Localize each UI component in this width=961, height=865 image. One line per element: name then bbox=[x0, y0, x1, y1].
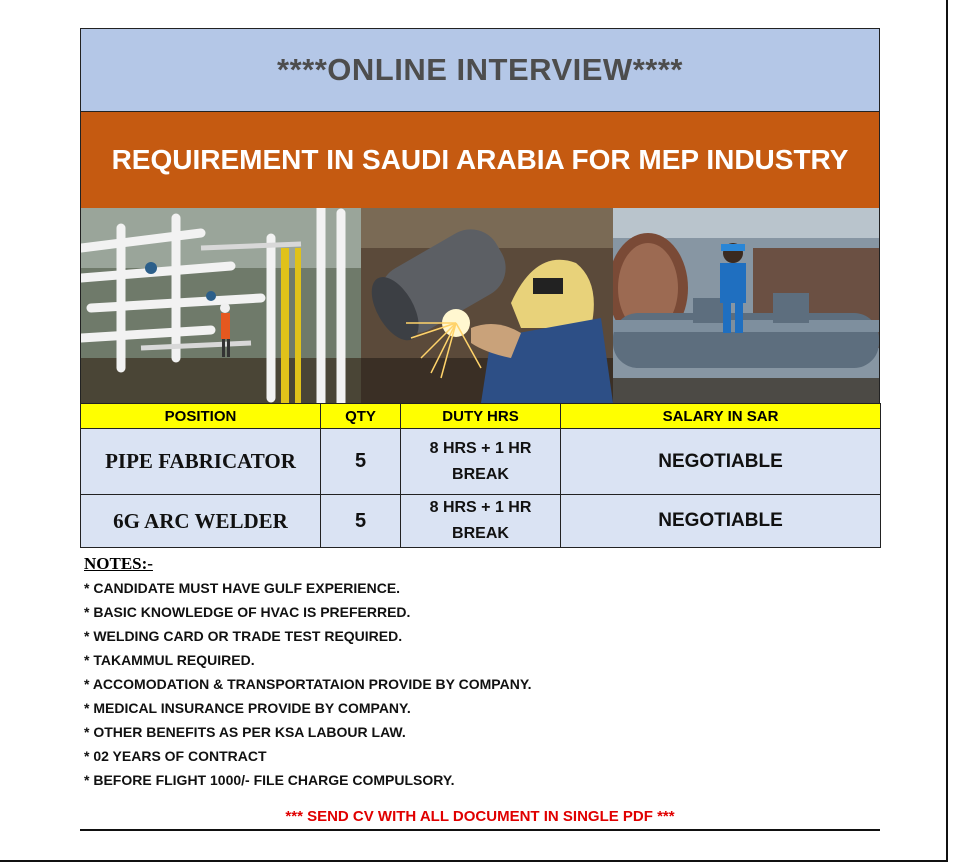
interview-banner bbox=[80, 28, 880, 112]
photo-strip bbox=[80, 208, 880, 403]
table-row bbox=[81, 495, 881, 548]
footer-text: *** SEND CV WITH ALL DOCUMENT IN SINGLE PDF *** bbox=[285, 808, 675, 825]
header-position: POSITION bbox=[81, 404, 321, 429]
note-item: * TAKAMMUL REQUIRED. bbox=[84, 652, 255, 668]
header-qty: QTY bbox=[321, 404, 401, 429]
salary-cell: NEGOTIABLE bbox=[561, 429, 881, 495]
note-item: * 02 YEARS OF CONTRACT bbox=[84, 748, 267, 764]
welder-photo bbox=[361, 208, 613, 403]
send-cv-footer bbox=[80, 808, 880, 831]
note-item: * OTHER BENEFITS AS PER KSA LABOUR LAW. bbox=[84, 724, 406, 740]
note-item: * MEDICAL INSURANCE PROVIDE BY COMPANY. bbox=[84, 700, 411, 716]
notes-section bbox=[80, 554, 880, 792]
interview-title: ****ONLINE INTERVIEW**** bbox=[277, 52, 683, 87]
duty-cell bbox=[401, 429, 561, 495]
requirement-banner bbox=[80, 112, 880, 208]
jobs-table bbox=[80, 403, 881, 548]
header-salary: SALARY IN SAR bbox=[561, 404, 881, 429]
pipe-plant-photo bbox=[81, 208, 361, 403]
table-header-row bbox=[81, 404, 881, 429]
pipe-worker-photo bbox=[613, 208, 879, 403]
salary-cell: NEGOTIABLE bbox=[561, 495, 881, 548]
notes-title: NOTES:- bbox=[84, 554, 153, 573]
table-row bbox=[81, 429, 881, 495]
position-cell: PIPE FABRICATOR bbox=[81, 429, 321, 495]
position-cell: 6G ARC WELDER bbox=[81, 495, 321, 548]
note-item: * ACCOMODATION & TRANSPORTATAION PROVIDE BY COMPANY. bbox=[84, 676, 532, 692]
note-item: * BEFORE FLIGHT 1000/- FILE CHARGE COMPULSORY. bbox=[84, 772, 455, 788]
duty-line: BREAK bbox=[452, 525, 509, 542]
note-item: * CANDIDATE MUST HAVE GULF EXPERIENCE. bbox=[84, 580, 401, 596]
requirement-text: REQUIREMENT IN SAUDI ARABIA FOR MEP INDUSTRY bbox=[111, 144, 849, 175]
duty-cell bbox=[401, 495, 561, 548]
duty-line: 8 HRS + 1 HR bbox=[429, 499, 532, 516]
note-item: * BASIC KNOWLEDGE OF HVAC IS PREFERRED. bbox=[84, 604, 411, 620]
duty-line: BREAK bbox=[452, 465, 509, 483]
note-item: * WELDING CARD OR TRADE TEST REQUIRED. bbox=[84, 628, 403, 644]
qty-cell: 5 bbox=[321, 429, 401, 495]
duty-line: 8 HRS + 1 HR bbox=[429, 439, 532, 457]
qty-cell: 5 bbox=[321, 495, 401, 548]
job-flyer bbox=[80, 28, 880, 831]
header-duty-hrs: DUTY HRS bbox=[401, 404, 561, 429]
